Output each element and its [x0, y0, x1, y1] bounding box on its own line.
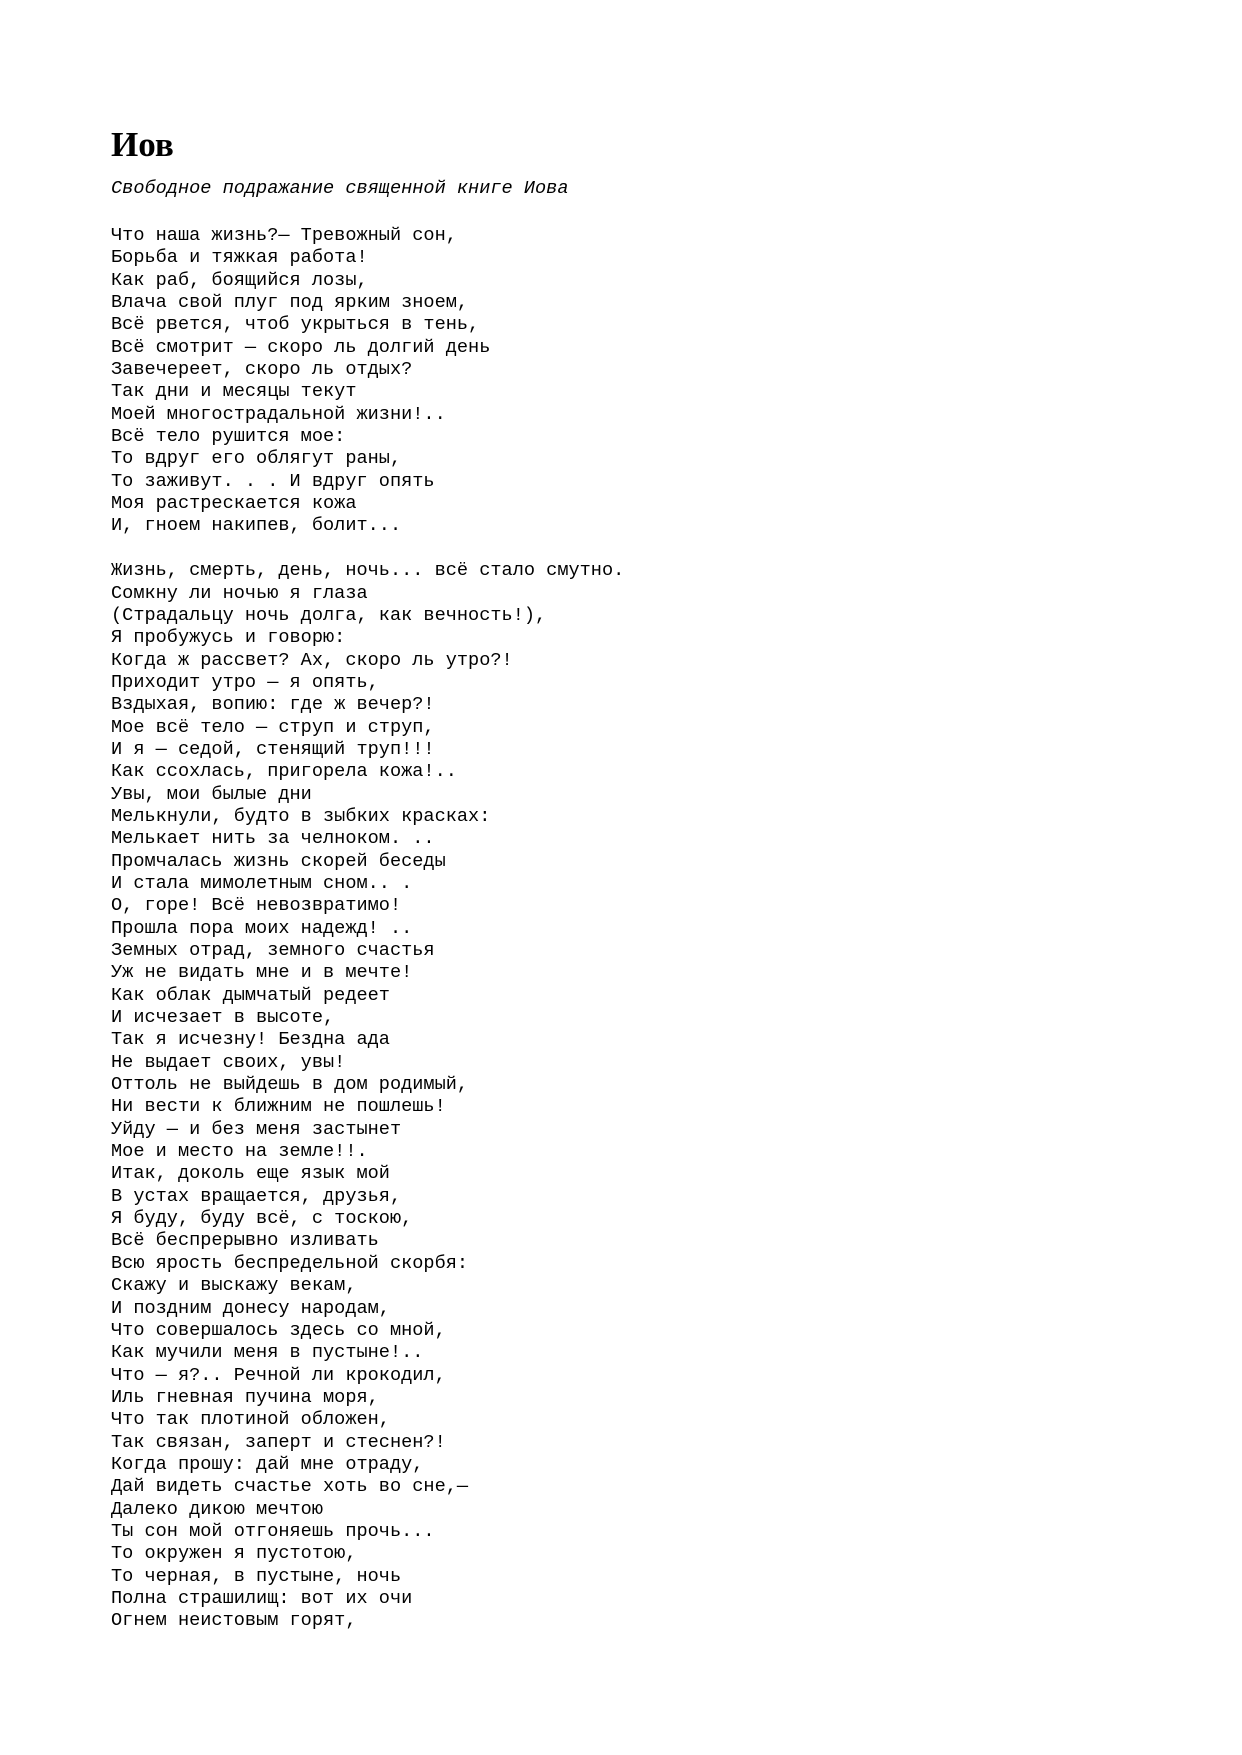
poem-line: Иль гневная пучина моря,	[111, 1386, 379, 1408]
poem-line: Как мучили меня в пустыне!..	[111, 1342, 424, 1364]
poem-line: Так дни и месяцы текут	[111, 381, 357, 403]
poem-line: Я пробужусь и говорю:	[111, 627, 346, 649]
poem-line: Дай видеть счастье хоть во сне,—	[111, 1476, 469, 1498]
poem-line: Всё беспрерывно изливать	[111, 1230, 379, 1252]
poem-line: Как ссохлась, пригорела кожа!..	[111, 761, 457, 783]
poem-line: Всю ярость беспредельной скорбя:	[111, 1252, 469, 1274]
poem-line: То вдруг его облягут раны,	[111, 448, 402, 470]
poem-line: Земных отрад, земного счастья	[111, 940, 435, 961]
poem-line: Увы, мои былые дни	[111, 783, 312, 805]
poem-line: Как облак дымчатый редеет	[111, 984, 390, 1006]
poem-line: Огнем неистовым горят,	[111, 1610, 357, 1632]
poem-line: Что совершалось здесь со мной,	[111, 1319, 446, 1341]
poem-line: Уйду — и без меня застынет	[111, 1118, 402, 1140]
poem-line: И поздним донесу народам,	[111, 1297, 390, 1319]
poem-line: Завечереет, скоро ль отдых?	[111, 359, 413, 381]
poem-line: Влача свой плуг под ярким зноем,	[111, 292, 469, 314]
document-subtitle: Свободное подражание священной книге Иова	[111, 178, 569, 199]
poem-line: Что наша жизнь?— Тревожный сон,	[111, 225, 457, 246]
poem-line: Когда прошу: дай мне отраду,	[111, 1453, 424, 1475]
poem-line: Полна страшилищ: вот их очи	[111, 1587, 413, 1609]
stanza	[111, 560, 1161, 1633]
poem-line: Что — я?.. Речной ли крокодил,	[111, 1364, 446, 1386]
poem-line: То окружен я пустотою,	[111, 1543, 357, 1565]
poem-line: И стала мимолетным сном.. .	[111, 872, 413, 894]
poem-line: Приходит утро — я опять,	[111, 671, 379, 693]
poem-line: Далеко дикою мечтою	[111, 1498, 324, 1520]
poem-line: Всё смотрит — скоро ль долгий день	[111, 336, 491, 358]
poem-line: Всё тело рушится мое:	[111, 426, 346, 448]
poem-line: Вздыхая, вопию: где ж вечер?!	[111, 694, 435, 716]
poem-line: Мелькает нить за челноком. ..	[111, 828, 435, 850]
poem-line: Не выдает своих, увы!	[111, 1051, 346, 1073]
poem-line: Мое всё тело — струп и струп,	[111, 716, 435, 738]
poem-line: Моей многострадальной жизни!..	[111, 403, 446, 425]
poem-line: И я — седой, стенящий труп!!!	[111, 738, 435, 760]
poem-line: Так я исчезну! Бездна ада	[111, 1029, 390, 1051]
poem-line: И исчезает в высоте,	[111, 1007, 335, 1029]
poem-line: Прошла пора моих надежд! ..	[111, 917, 413, 939]
poem-line: В устах вращается, друзья,	[111, 1185, 402, 1207]
poem-line: Сомкну ли ночью я глаза	[111, 582, 368, 604]
poem-line: Так связан, заперт и стеснен?!	[111, 1431, 446, 1453]
poem-line: Уж не видать мне и в мечте!	[111, 962, 413, 984]
poem-body	[111, 225, 1161, 1633]
poem-line: Жизнь, смерть, день, ночь... всё стало смутно.	[111, 560, 625, 582]
poem-line: Мое и место на земле!!.	[111, 1141, 368, 1163]
stanza	[111, 225, 1161, 538]
document-title: Иов	[111, 125, 174, 164]
poem-line: О, горе! Всё невозвратимо!	[111, 895, 402, 917]
poem-line: Всё рвется, чтоб укрыться в тень,	[111, 314, 480, 336]
poem-line: Когда ж рассвет? Ах, скоро ль утро?!	[111, 649, 513, 671]
poem-line: (Страдальцу ночь долга, как вечность!),	[111, 604, 547, 626]
poem-line: То черная, в пустыне, ночь	[111, 1565, 402, 1587]
poem-line: Я буду, буду всё, с тоскою,	[111, 1208, 413, 1230]
poem-line: Моя растрескается кожа	[111, 493, 357, 515]
poem-line: Борьба и тяжкая работа!	[111, 247, 368, 269]
poem-line: Мелькнули, будто в зыбких красках:	[111, 805, 491, 827]
poem-line: Что так плотиной обложен,	[111, 1409, 390, 1431]
poem-line: Как раб, боящийся лозы,	[111, 269, 368, 291]
poem-line: Итак, доколь еще язык мой	[111, 1163, 390, 1185]
poem-line: Оттоль не выйдешь в дом родимый,	[111, 1074, 469, 1096]
poem-line: Ни вести к ближним не пошлешь!	[111, 1096, 446, 1118]
poem-line: То заживут. . . И вдруг опять	[111, 470, 435, 492]
poem-line: Промчалась жизнь скорей беседы	[111, 850, 446, 872]
poem-line: Скажу и выскажу векам,	[111, 1275, 357, 1297]
poem-line: Ты сон мой отгоняешь прочь...	[111, 1520, 435, 1542]
poem-line: И, гноем накипев, болит...	[111, 515, 402, 537]
